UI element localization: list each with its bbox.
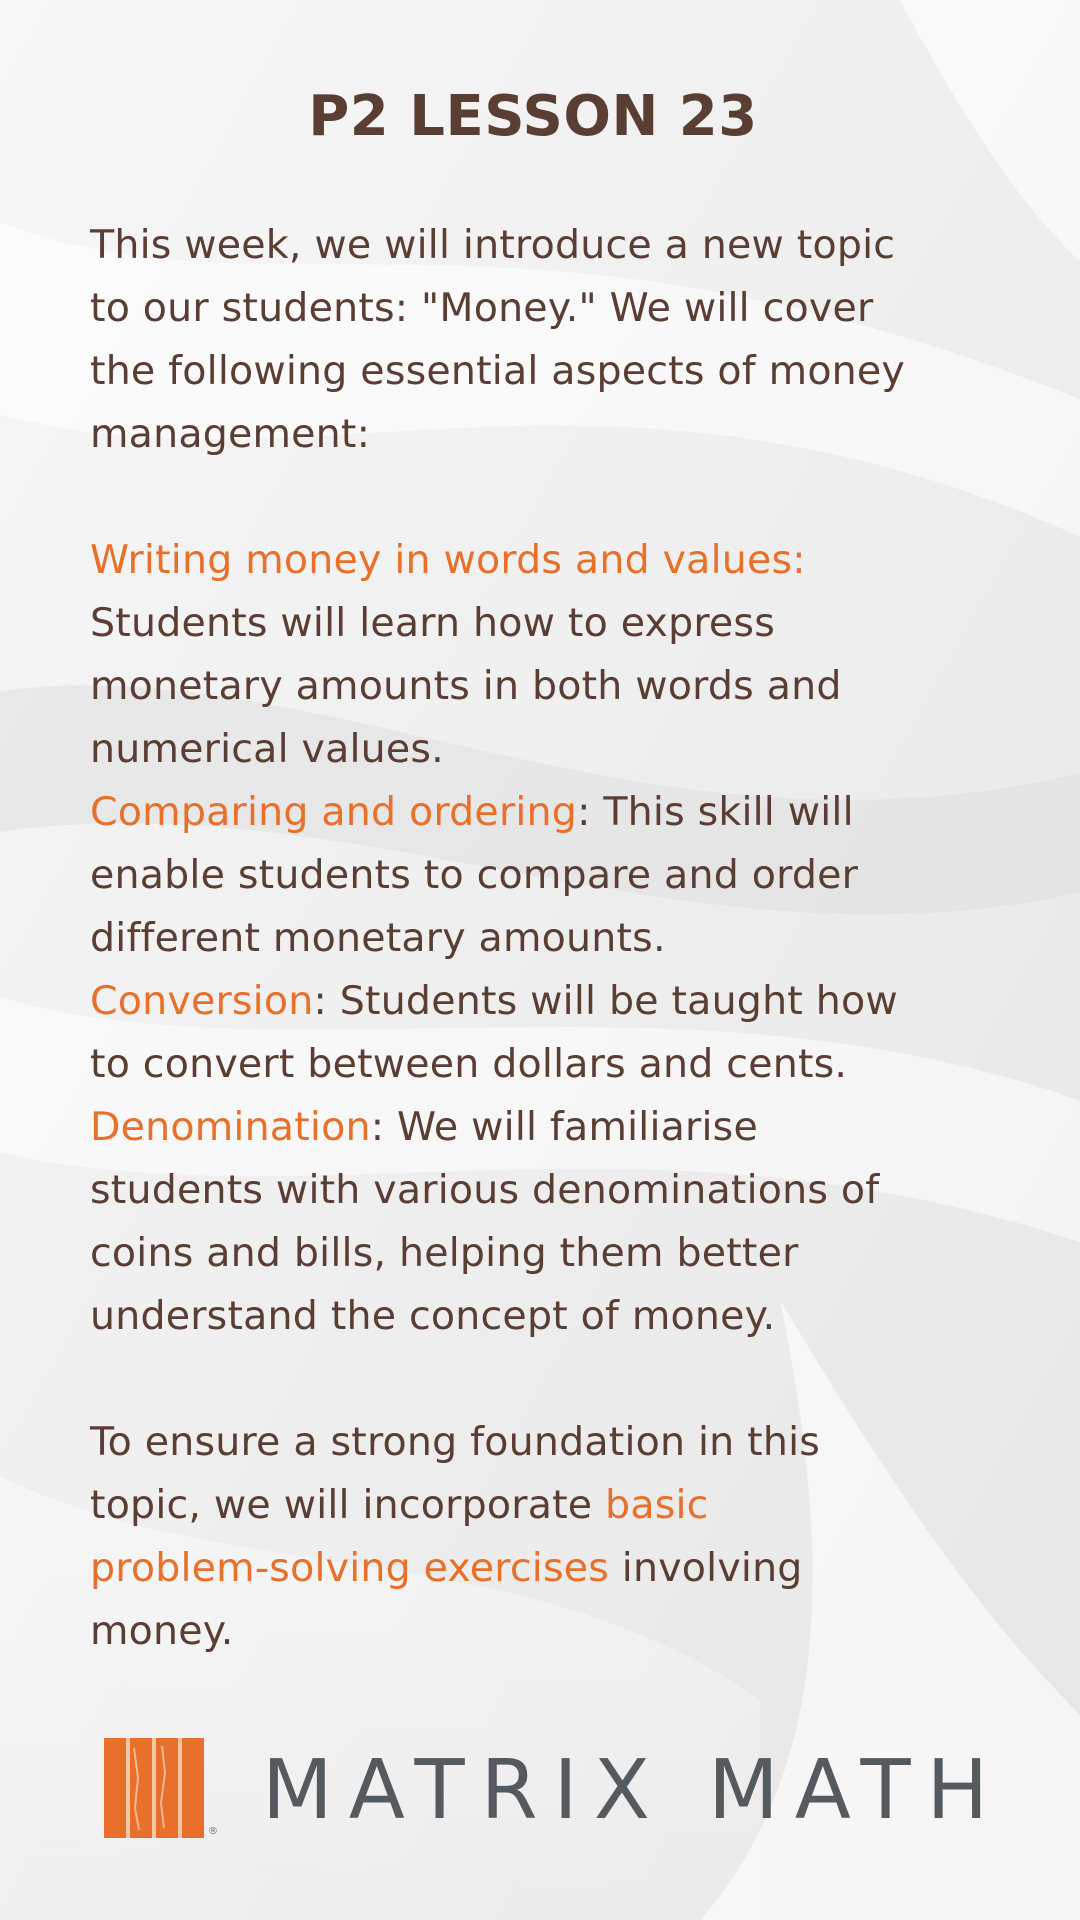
topic-line bbox=[90, 529, 1050, 592]
closing-line: topic, we will incorporate basic bbox=[90, 1482, 709, 1528]
topic-line: Denomination: We will familiarise bbox=[90, 1104, 758, 1150]
blank-line bbox=[90, 466, 1050, 529]
intro-line: management: bbox=[90, 411, 371, 457]
registered-mark: ® bbox=[208, 1826, 218, 1837]
closing-line: problem-solving exercises involving bbox=[90, 1545, 803, 1591]
closing-line: To ensure a strong foundation in this bbox=[90, 1419, 821, 1465]
topic-line: to convert between dollars and cents. bbox=[90, 1041, 848, 1087]
topic-heading-writing-money: Writing money in words and values: bbox=[90, 537, 806, 583]
topic-line: different monetary amounts. bbox=[90, 915, 666, 961]
topic-line: monetary amounts in both words and bbox=[90, 663, 842, 709]
topic-heading-denomination: Denomination bbox=[90, 1104, 371, 1150]
brand-name: MATRIX MATH bbox=[262, 1743, 1005, 1838]
page-title: P2 LESSON 23 bbox=[308, 84, 758, 149]
topic-line: Conversion: Students will be taught how bbox=[90, 978, 898, 1024]
topic-heading-conversion: Conversion bbox=[90, 978, 314, 1024]
topic-line: students with various denominations of bbox=[90, 1167, 880, 1213]
intro-line: This week, we will introduce a new topic bbox=[90, 222, 896, 268]
topic-heading-comparing: Comparing and ordering bbox=[90, 789, 578, 835]
lesson-body bbox=[90, 214, 1050, 1663]
closing-line: money. bbox=[90, 1608, 234, 1654]
blank-line bbox=[90, 1348, 1050, 1411]
closing-highlight: basic bbox=[605, 1482, 709, 1528]
closing-highlight: problem-solving exercises bbox=[90, 1545, 610, 1591]
topic-line: Comparing and ordering: This skill will bbox=[90, 789, 854, 835]
topic-line: numerical values. bbox=[90, 726, 444, 772]
intro-line: the following essential aspects of money bbox=[90, 348, 905, 394]
matrix-math-bars-icon bbox=[104, 1738, 204, 1838]
topic-line: enable students to compare and order bbox=[90, 852, 859, 898]
intro-line: to our students: "Money." We will cover bbox=[90, 285, 874, 331]
topic-line: coins and bills, helping them better bbox=[90, 1230, 799, 1276]
topic-line: Students will learn how to express bbox=[90, 600, 775, 646]
topic-line: understand the concept of money. bbox=[90, 1293, 776, 1339]
